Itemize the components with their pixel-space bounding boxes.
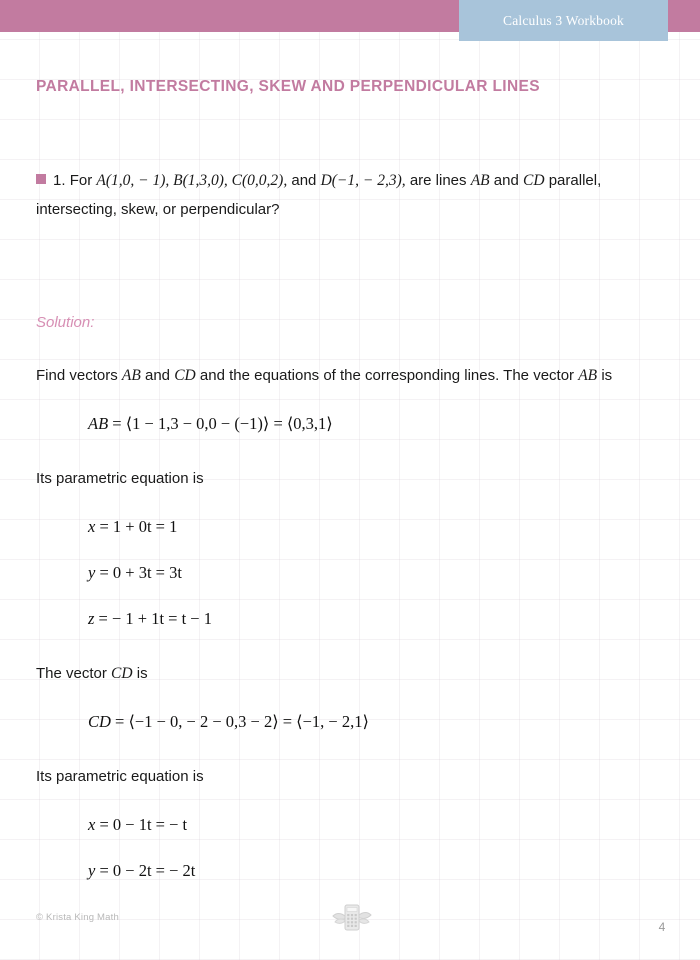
equation-ab-param-x <box>88 517 666 537</box>
solution-intro-paragraph <box>36 361 666 390</box>
problem-points-abc: A(1,0, − 1), B(1,3,0), C(0,0,2), <box>96 172 288 189</box>
equation-vector-cd <box>88 712 666 732</box>
problem-line-cd: CD <box>523 172 545 189</box>
equation-ab-param-z <box>88 609 666 629</box>
calculator-leaves-logo <box>332 900 372 936</box>
cd-param-y-expr: = 0 − 2t = − 2t <box>99 861 196 880</box>
param-x-expr: = 1 + 0t = 1 <box>99 517 178 536</box>
problem-and: and <box>291 172 317 189</box>
param-y-expr: = 0 + 3t = 3t <box>99 563 182 582</box>
bullet-square-icon <box>36 174 46 184</box>
cd-heading-text-2: is <box>136 665 148 682</box>
solution-label: Solution: <box>36 314 95 331</box>
page-number: 4 <box>658 920 666 934</box>
param-y-var: y <box>88 563 96 582</box>
parametric-heading-ab: Its parametric equation is <box>36 470 204 487</box>
cd-param-x-expr: = 0 − 1t = − t <box>99 815 188 834</box>
problem-and-2: and <box>493 172 519 189</box>
workbook-title-tab <box>459 0 668 41</box>
equation-cd-rhs: = ⟨−1 − 0, − 2 − 0,3 − 2⟩ = ⟨−1, − 2,1⟩ <box>115 712 369 731</box>
equation-ab-rhs: = ⟨1 − 1,3 − 0,0 − (−1)⟩ = ⟨0,3,1⟩ <box>112 414 333 433</box>
param-z-expr: = − 1 + 1t = t − 1 <box>98 609 212 628</box>
problem-point-d: D(−1, − 2,3), <box>320 172 406 189</box>
intro-is: is <box>601 367 613 384</box>
intro-vector-ab: AB <box>121 367 141 384</box>
content-area <box>36 166 666 881</box>
intro-text-2: and the equations of the corresponding lines. The vector <box>199 367 575 384</box>
equation-cd-lhs: CD <box>88 712 111 731</box>
cd-param-y-var: y <box>88 861 96 880</box>
problem-statement <box>36 166 666 224</box>
footer-copyright: © Krista King Math <box>36 912 119 923</box>
intro-vector-cd: CD <box>174 367 196 384</box>
equation-ab-param-y <box>88 563 666 583</box>
param-z-var: z <box>88 609 95 628</box>
intro-text-1: Find vectors <box>36 367 118 384</box>
equation-vector-ab <box>88 414 666 434</box>
workbook-title-label: Calculus 3 Workbook <box>503 12 624 28</box>
cd-param-x-var: x <box>88 815 96 834</box>
page-title: PARALLEL, INTERSECTING, SKEW AND PERPENDICULAR LINES <box>36 78 540 95</box>
problem-number: 1. <box>53 172 66 189</box>
equation-cd-param-x <box>88 815 666 835</box>
param-x-var: x <box>88 517 96 536</box>
vector-cd-heading <box>36 659 666 688</box>
problem-lead: For <box>69 172 93 189</box>
cd-heading-vector: CD <box>111 665 133 682</box>
problem-are-lines: are lines <box>409 172 467 189</box>
problem-line-ab: AB <box>470 172 490 189</box>
parametric-heading-cd: Its parametric equation is <box>36 768 204 785</box>
equation-ab-lhs: AB <box>88 414 109 433</box>
problem-question-tail: parallel, intersecting, skew, or perpendicular? <box>36 172 602 218</box>
intro-vector-ab-2: AB <box>578 367 598 384</box>
equation-cd-param-y <box>88 861 666 881</box>
cd-heading-text-1: The vector <box>36 665 107 682</box>
intro-and: and <box>144 367 171 384</box>
